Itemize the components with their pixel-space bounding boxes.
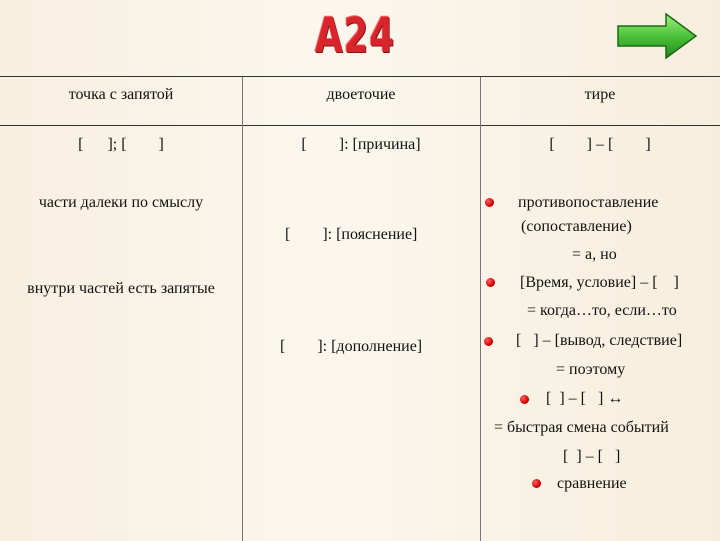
dash-note: = поэтому — [556, 361, 626, 378]
bullet-icon — [532, 479, 541, 488]
semicolon-note: внутри частей есть запятые — [27, 280, 215, 297]
punctuation-table — [0, 76, 720, 541]
dash-note: [ ] – [ ] ↔ — [546, 390, 624, 407]
bullet-icon — [485, 198, 494, 207]
bullet-icon — [520, 395, 529, 404]
dash-note: [Время, условие] – [ ] — [520, 274, 679, 291]
bullet-icon — [484, 337, 493, 346]
dash-note: (сопоставление) — [521, 218, 632, 235]
scheme-dash: [ ] – [ ] — [549, 136, 651, 153]
semicolon-note: части далеки по смыслу — [38, 194, 204, 211]
colon-note: [ ]: [пояснение] — [285, 226, 418, 243]
dash-note: противопоставление — [518, 194, 659, 211]
scheme-colon: [ ]: [причина] — [301, 136, 421, 153]
dash-note: = быстрая смена событий — [494, 419, 669, 436]
dash-note: = когда…то, если…то — [527, 302, 677, 319]
bullet-icon — [486, 278, 495, 287]
dash-note: = а, но — [572, 246, 617, 263]
dash-note: [ ] – [ ] — [563, 448, 621, 465]
header-semicolon: точка с запятой — [68, 86, 174, 103]
scheme-semicolon: [ ]; [ ] — [78, 136, 164, 153]
arrow-right-icon[interactable] — [614, 10, 700, 62]
header-dash: тире — [584, 86, 616, 103]
header-colon: двоеточие — [326, 86, 396, 103]
header-divider — [0, 125, 720, 126]
dash-note: сравнение — [557, 475, 627, 492]
dash-note: [ ] – [вывод, следствие] — [516, 332, 683, 349]
page-title: А24 — [314, 8, 396, 64]
colon-note: [ ]: [дополнение] — [280, 338, 423, 355]
